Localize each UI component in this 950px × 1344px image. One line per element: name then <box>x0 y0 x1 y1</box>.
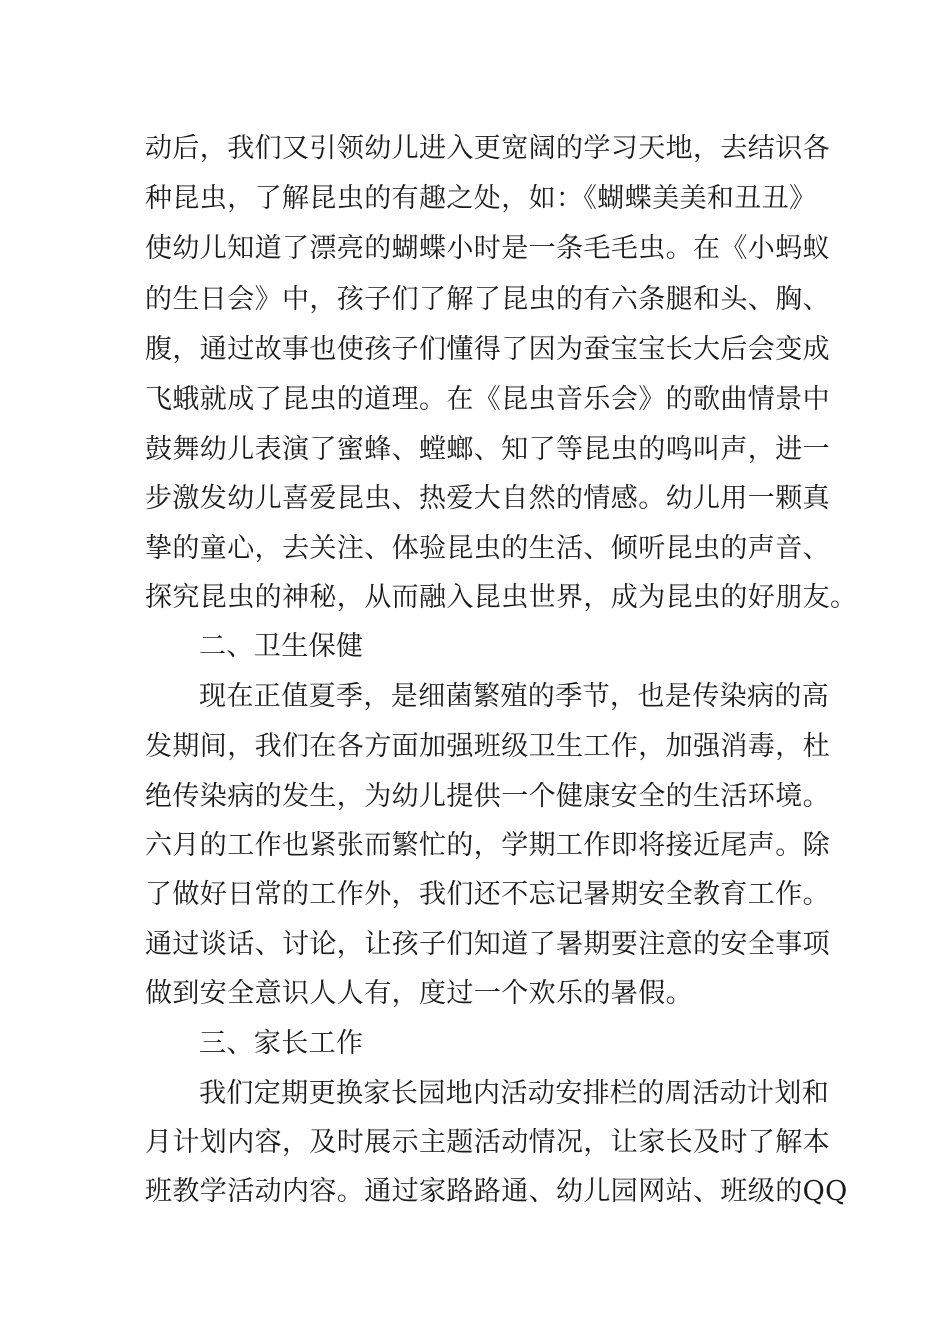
paragraph-line: 绝传染病的发生，为幼儿提供一个健康安全的生活环境。 <box>145 781 830 812</box>
section-heading-hygiene: 二、卫生保健 <box>199 631 364 662</box>
paragraph-line: 动后，我们又引领幼儿进入更宽阔的学习天地，去结识各 <box>145 133 830 164</box>
paragraph-line: 通过谈话、讨论，让孩子们知道了暑期要注意的安全事项 <box>145 929 830 960</box>
paragraph-line: 现在正值夏季，是细菌繁殖的季节，也是传染病的高 <box>199 681 830 712</box>
paragraph-line: 种昆虫，了解昆虫的有趣之处，如：《蝴蝶美美和丑丑》 <box>145 183 817 214</box>
paragraph-line: 六月的工作也紧张而繁忙的，学期工作即将接近尾声。除 <box>145 830 830 861</box>
paragraph-line: 发期间，我们在各方面加强班级卫生工作，加强消毒，杜 <box>145 731 830 762</box>
paragraph-line: 挚的童心，去关注、体验昆虫的生活、倾听昆虫的声音、 <box>145 533 830 564</box>
paragraph-line: 我们定期更换家长园地内活动安排栏的周活动计划和 <box>199 1078 830 1109</box>
paragraph-line: 使幼儿知道了漂亮的蝴蝶小时是一条毛毛虫。在《小蚂蚁 <box>145 233 830 264</box>
paragraph-line: 了做好日常的工作外，我们还不忘记暑期安全教育工作。 <box>145 879 830 910</box>
paragraph-line: 月计划内容，及时展示主题活动情况，让家长及时了解本 <box>145 1127 830 1158</box>
section-heading-parents: 三、家长工作 <box>199 1028 364 1059</box>
paragraph-line: 做到安全意识人人有，度过一个欢乐的暑假。 <box>145 978 693 1009</box>
paragraph-line: 腹，通过故事也使孩子们懂得了因为蚕宝宝长大后会变成 <box>145 334 830 365</box>
paragraph-line: 的生日会》中，孩子们了解了昆虫的有六条腿和头、胸、 <box>145 284 830 315</box>
paragraph-line: 飞蛾就成了昆虫的道理。在《昆虫音乐会》的歌曲情景中 <box>145 384 830 415</box>
paragraph-line: 鼓舞幼儿表演了蜜蜂、螳螂、知了等昆虫的鸣叫声，进一 <box>145 434 830 465</box>
paragraph-line: 步激发幼儿喜爱昆虫、热爱大自然的情感。幼儿用一颗真 <box>145 483 830 514</box>
paragraph-line: 探究昆虫的神秘，从而融入昆虫世界，成为昆虫的好朋友。 <box>145 582 858 613</box>
paragraph-line: 班教学活动内容。通过家路路通、幼儿园网站、班级的QQ <box>145 1176 848 1207</box>
